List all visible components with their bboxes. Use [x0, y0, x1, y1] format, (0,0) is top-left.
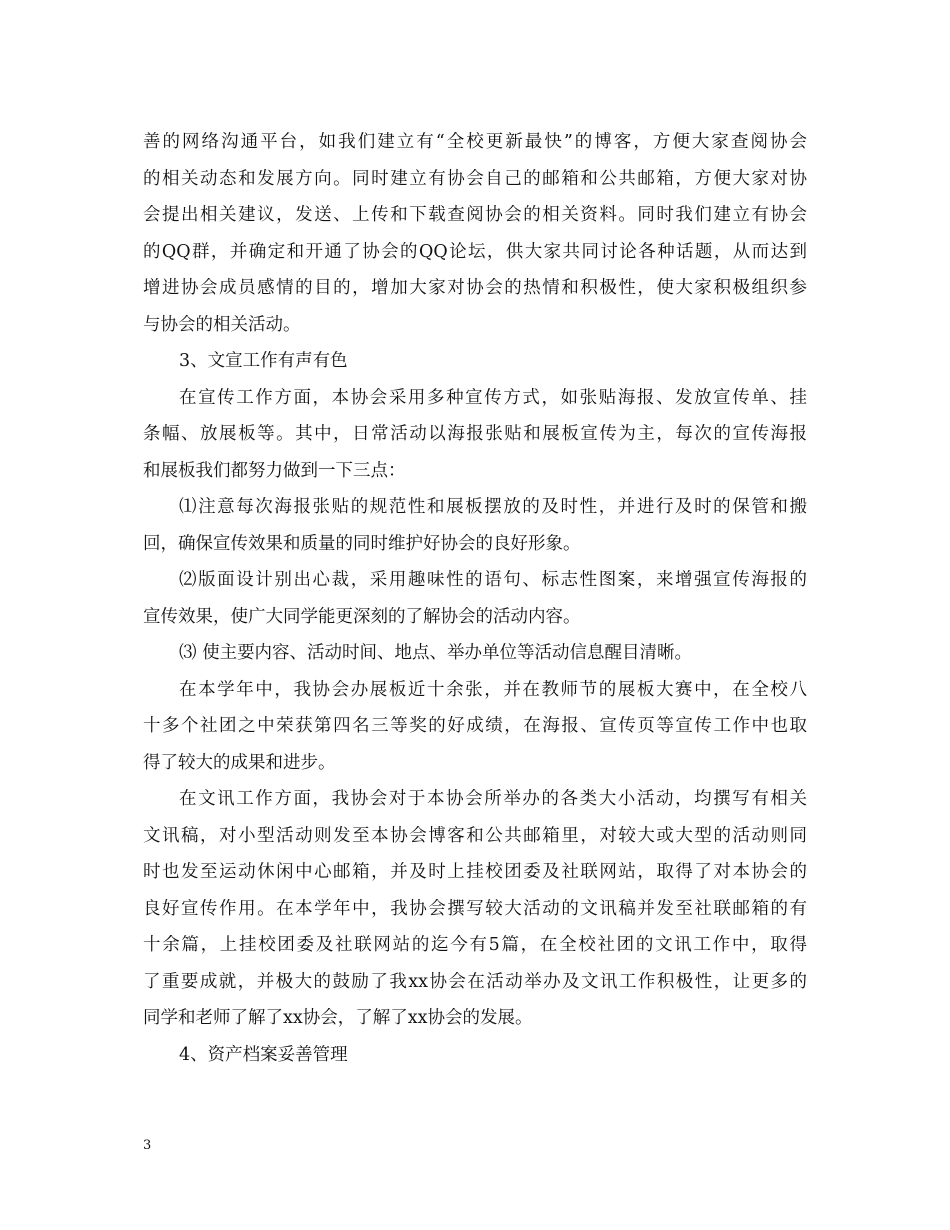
text-line: 得了较大的成果和进步。	[143, 752, 336, 773]
text-line: 时也发至运动休闲中心邮箱，并及时上挂校团委及社联网站，取得了对本协会的	[143, 862, 807, 882]
text-line: 在本学年中，我协会办展板近十余张，并在教师节的展板大赛中，在全校八	[179, 679, 807, 700]
text-line: 增进协会成员感情的目的，增加大家对协会的热情和积极性，使大家积极组织参	[143, 278, 807, 298]
text-line: 3、文宣工作有声有色	[179, 351, 348, 371]
document-body	[143, 124, 807, 1073]
text-line: 在宣传工作方面，本协会采用多种宣传方式，如张贴海报、发放宣传单、挂	[179, 387, 807, 408]
text-line: ⑴注意每次海报张贴的规范性和展板摆放的及时性，并进行及时的保管和搬	[179, 497, 807, 517]
text-line: 十余篇，上挂校团委及社联网站的迄今有5篇，在全校社团的文讯工作中，取得	[143, 935, 807, 955]
text-line: 在文讯工作方面，我协会对于本协会所举办的各类大小活动，均撰写有相关	[179, 789, 807, 809]
text-line: 回，确保宣传效果和质量的同时维护好协会的良好形象。	[143, 533, 581, 554]
text-line: ⑵版面设计别出心裁，采用趣味性的语句、标志性图案，来增强宣传海报的	[179, 570, 807, 590]
text-line: 和展板我们都努力做到一下三点：	[143, 460, 406, 481]
text-line: 条幅、放展板等。其中，日常活动以海报张贴和展板宣传为主，每次的宣传海报	[143, 424, 807, 444]
page-number: 3	[143, 1138, 152, 1153]
text-line: 宣传效果，使广大同学能更深刻的了解协会的活动内容。	[143, 606, 581, 627]
text-line: 的QQ群，并确定和开通了协会的QQ论坛，供大家共同讨论各种话题，从而达到	[143, 241, 807, 262]
text-line: 良好宣传作用。在本学年中，我协会撰写较大活动的文讯稿并发至社联邮箱的有	[143, 898, 807, 919]
text-line: 十多个社团之中荣获第四名三等奖的好成绩，在海报、宣传页等宣传工作中也取	[143, 716, 807, 736]
text-line: 善的网络沟通平台，如我们建立有“全校更新最快”的博客，方便大家查阅协会	[143, 132, 807, 152]
text-line: 4、资产档案妥善管理	[179, 1044, 348, 1065]
text-line: 会提出相关建议，发送、上传和下载查阅协会的相关资料。同时我们建立有协会	[143, 205, 807, 225]
text-line: 与协会的相关活动。	[143, 314, 301, 335]
text-line: 了重要成就，并极大的鼓励了我xx协会在活动举办及文讯工作积极性，让更多的	[143, 971, 807, 992]
text-line: 的相关动态和发展方向。同时建立有协会自己的邮箱和公共邮箱，方便大家对协	[143, 168, 807, 189]
text-line: 同学和老师了解了xx协会，了解了xx协会的发展。	[143, 1008, 533, 1028]
text-line: 文讯稿，对小型活动则发至本协会博客和公共邮箱里，对较大或大型的活动则同	[143, 825, 807, 846]
text-line: ⑶ 使主要内容、活动时间、地点、举办单位等活动信息醒目清晰。	[179, 643, 693, 663]
